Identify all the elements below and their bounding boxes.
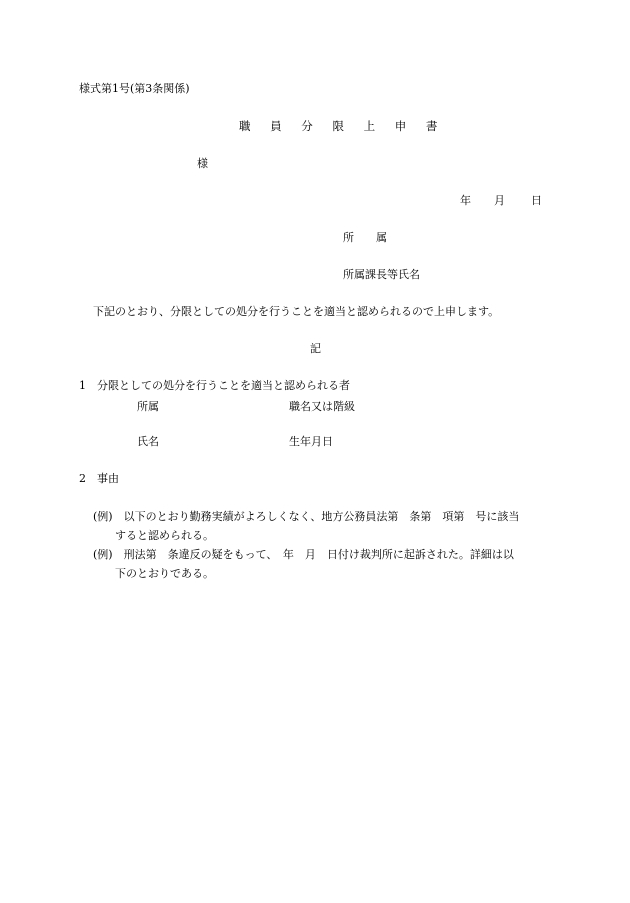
date-month: 月 xyxy=(494,194,505,207)
section1-heading: 1 分限としての処分を行うことを適当と認められる者 xyxy=(79,379,350,392)
affiliation-label: 所 属 xyxy=(343,231,387,244)
form-number: 様式第1号(第3条関係) xyxy=(79,82,190,95)
section1-position: 職名又は階級 xyxy=(289,400,355,413)
document-title: 職 員 分 限 上 申 書 xyxy=(239,119,446,133)
section1-affiliation: 所属 xyxy=(137,400,159,413)
addressee-suffix: 様 xyxy=(197,157,208,170)
example1-line1: (例) 以下のとおり勤務実績がよろしくなく、地方公務員法第 条第 項第 号に該当 xyxy=(93,510,520,523)
section1-name: 氏名 xyxy=(137,435,159,448)
section2-heading: 2 事由 xyxy=(79,472,119,485)
date-year: 年 xyxy=(460,194,471,207)
intro-text: 下記のとおり、分限としての処分を行うことを適当と認められるので上申します。 xyxy=(93,305,500,318)
example2-line2: 下のとおりである。 xyxy=(115,567,214,580)
example1-line2: すると認められる。 xyxy=(115,529,214,542)
section1-birthdate: 生年月日 xyxy=(289,435,333,448)
applicant-label: 所属課長等氏名 xyxy=(343,268,420,281)
date-day: 日 xyxy=(531,194,542,207)
example2-line1: (例) 刑法第 条違反の疑をもって、 年 月 日付け裁判所に起訴された。詳細は以 xyxy=(93,548,514,561)
ki-marker: 記 xyxy=(310,342,321,355)
